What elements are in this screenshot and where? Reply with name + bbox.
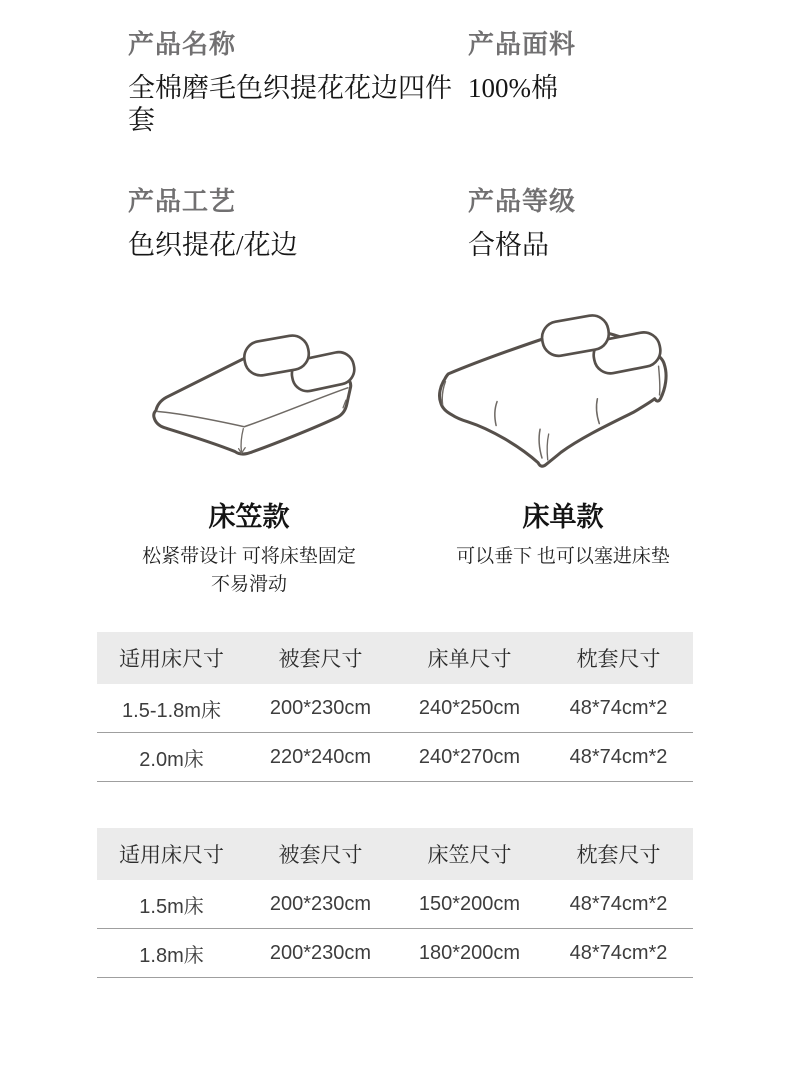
col-duvet-size: 被套尺寸 bbox=[246, 828, 395, 880]
product-craft-label: 产品工艺 bbox=[128, 185, 237, 216]
flat-sheet-art bbox=[406, 309, 720, 479]
product-name-block bbox=[128, 30, 468, 137]
table-row bbox=[97, 880, 693, 929]
flat-sheet-desc bbox=[406, 543, 720, 571]
cell-duvet-size: 220*240cm bbox=[246, 733, 395, 782]
product-fabric-value: 100%棉 bbox=[468, 72, 558, 103]
col-bed-size: 适用床尺寸 bbox=[97, 828, 246, 880]
cell-bed-size: 1.8m床 bbox=[97, 929, 246, 978]
cell-sheet-size: 240*270cm bbox=[395, 733, 544, 782]
cell-duvet-size: 200*230cm bbox=[246, 929, 395, 978]
product-name-label: 产品名称 bbox=[128, 29, 237, 59]
cell-pillow-size: 48*74cm*2 bbox=[544, 733, 693, 782]
cell-pillow-size: 48*74cm*2 bbox=[544, 880, 693, 929]
product-fabric-block bbox=[468, 30, 790, 137]
product-craft-value: 色织提花/花边 bbox=[128, 229, 298, 260]
fitted-sheet-desc-line1: 松紧带设计 可将床垫固定 bbox=[142, 545, 356, 567]
product-fabric-label: 产品面料 bbox=[468, 29, 577, 59]
sheet-size-table bbox=[97, 632, 693, 782]
fitted-sheet-bed-illustration bbox=[128, 327, 370, 479]
cell-fitted-size: 180*200cm bbox=[395, 929, 544, 978]
cell-fitted-size: 150*200cm bbox=[395, 880, 544, 929]
table-row bbox=[97, 733, 693, 782]
col-duvet-size: 被套尺寸 bbox=[246, 632, 395, 684]
cell-bed-size: 1.5m床 bbox=[97, 880, 246, 929]
table-header-row bbox=[97, 632, 693, 684]
fitted-sheet-art bbox=[92, 309, 406, 479]
col-pillow-size: 枕套尺寸 bbox=[544, 632, 693, 684]
product-grade-block bbox=[468, 187, 790, 261]
flat-sheet-card bbox=[406, 309, 720, 598]
fitted-sheet-desc-line2: 不易滑动 bbox=[210, 573, 287, 595]
product-name-value: 全棉磨毛色织提花花边四件套 bbox=[128, 72, 452, 136]
table-header-row bbox=[97, 828, 693, 880]
flat-sheet-desc-line1: 可以垂下 也可以塞进床垫 bbox=[456, 545, 670, 567]
bed-style-section bbox=[0, 309, 790, 598]
fitted-sheet-desc bbox=[92, 543, 406, 598]
cell-bed-size: 1.5-1.8m床 bbox=[97, 684, 246, 733]
product-grade-value: 合格品 bbox=[468, 229, 549, 260]
flat-sheet-bed-illustration bbox=[427, 307, 699, 479]
product-info-section bbox=[0, 0, 790, 261]
fitted-size-table bbox=[97, 828, 693, 978]
flat-sheet-title: 床单款 bbox=[522, 501, 604, 532]
table-row bbox=[97, 929, 693, 978]
table-row bbox=[97, 684, 693, 733]
col-fitted-size: 床笠尺寸 bbox=[395, 828, 544, 880]
cell-duvet-size: 200*230cm bbox=[246, 684, 395, 733]
cell-pillow-size: 48*74cm*2 bbox=[544, 684, 693, 733]
cell-sheet-size: 240*250cm bbox=[395, 684, 544, 733]
cell-duvet-size: 200*230cm bbox=[246, 880, 395, 929]
product-grade-label: 产品等级 bbox=[468, 185, 577, 216]
fitted-sheet-title: 床笠款 bbox=[208, 501, 290, 532]
fitted-sheet-card bbox=[92, 309, 406, 598]
col-bed-size: 适用床尺寸 bbox=[97, 632, 246, 684]
cell-pillow-size: 48*74cm*2 bbox=[544, 929, 693, 978]
col-pillow-size: 枕套尺寸 bbox=[544, 828, 693, 880]
cell-bed-size: 2.0m床 bbox=[97, 733, 246, 782]
col-sheet-size: 床单尺寸 bbox=[395, 632, 544, 684]
product-craft-block bbox=[128, 187, 468, 261]
